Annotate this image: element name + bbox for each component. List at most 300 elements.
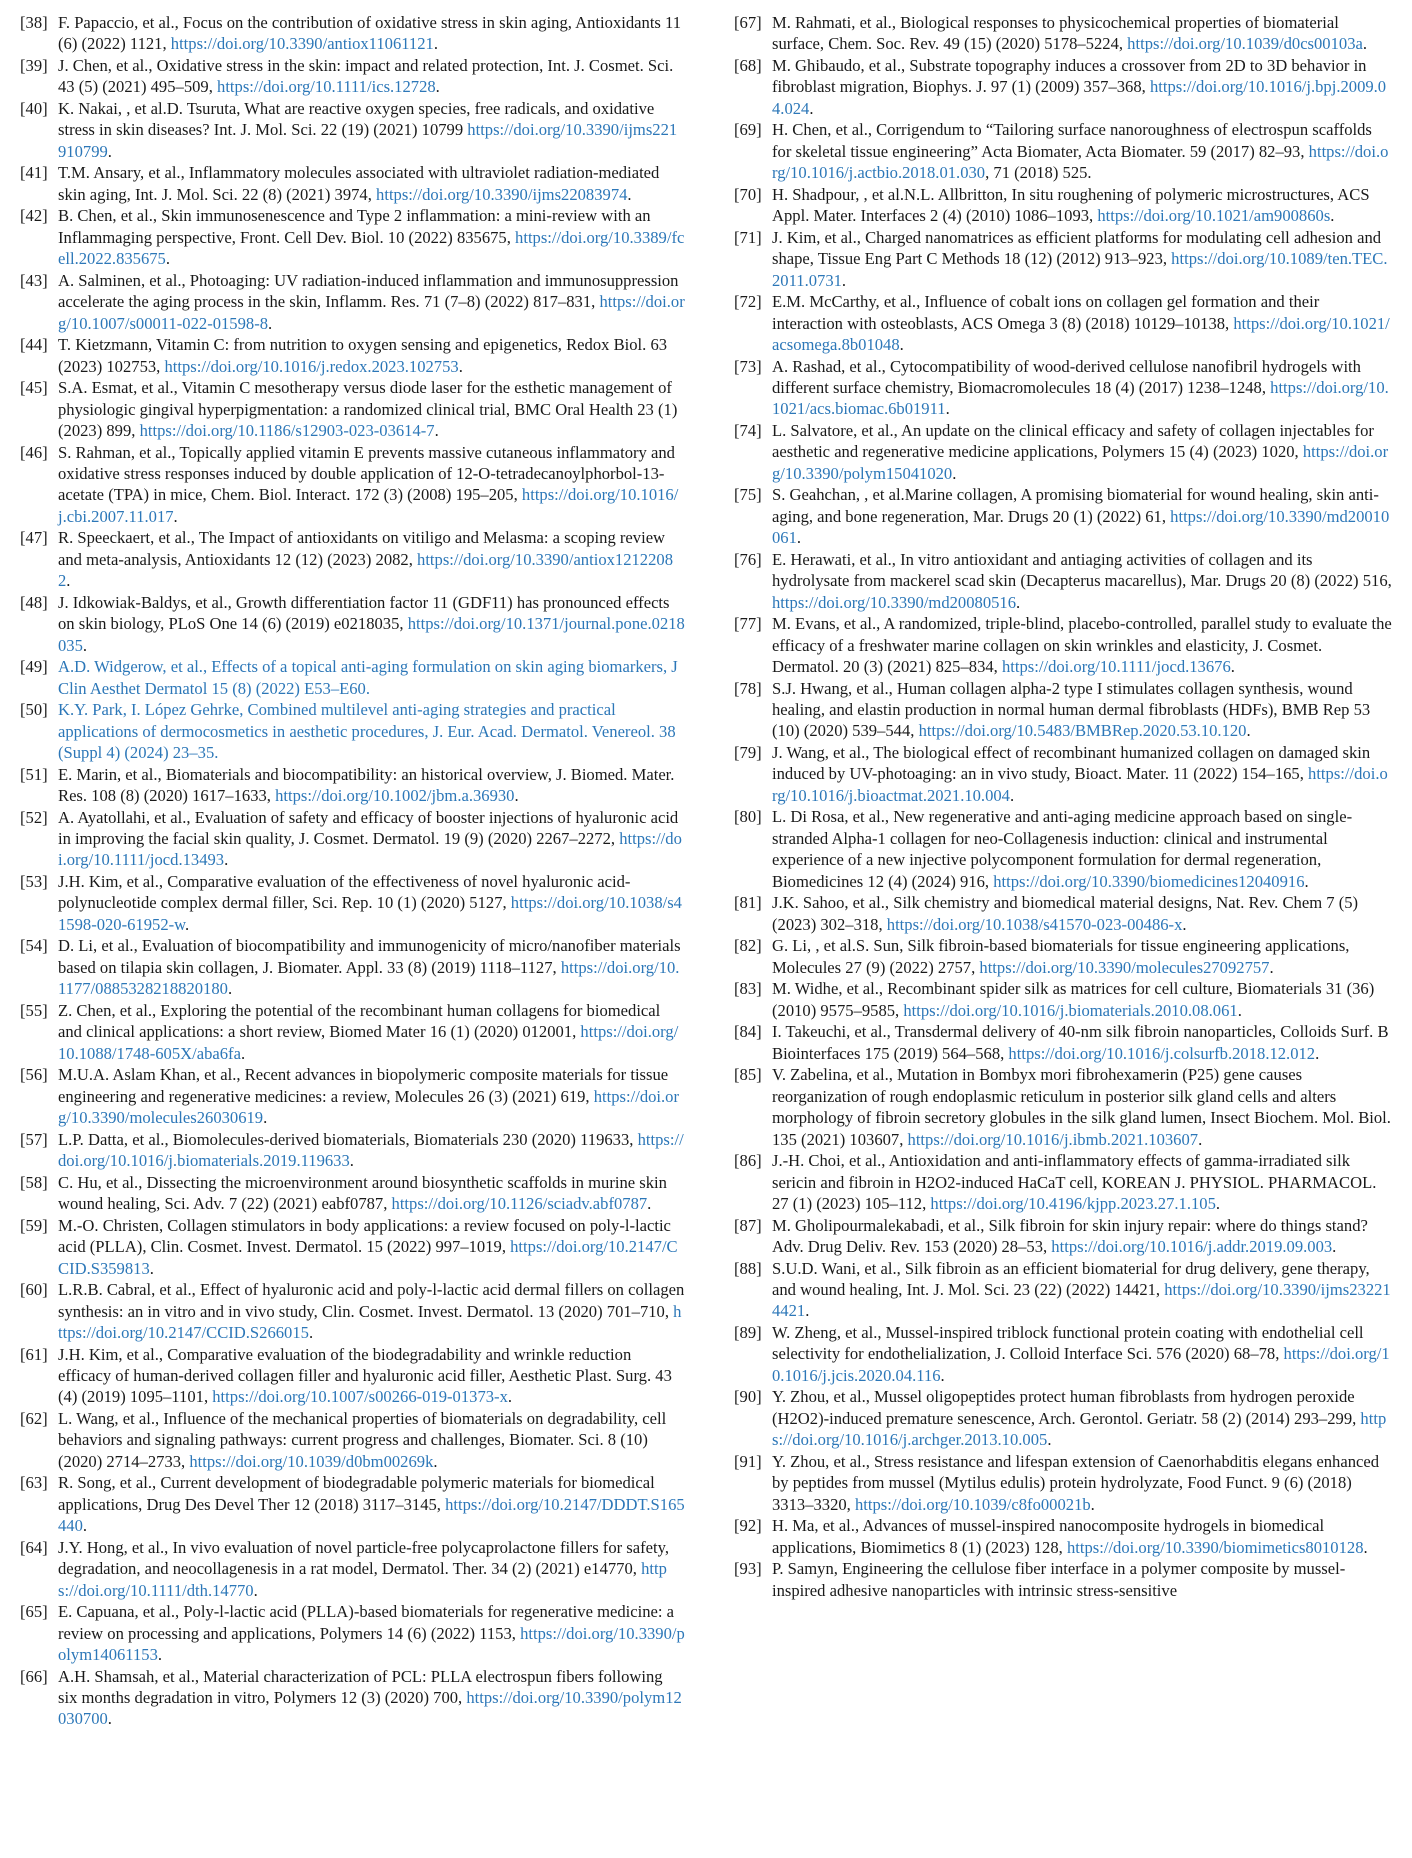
reference-text: A.H. Shamsah, et al., Material characterization of PCL: PLLA electrospun fibers following six months degradation in vitro, Polymers 12 (3) (2020) 700, — [58, 1666, 663, 1707]
reference-tail: . — [308, 1322, 314, 1342]
reference-text: J. Chen, et al., Oxidative stress in the skin: impact and related protection, Int. J. Cosmet. Sci. 43 (5) (2021) 495–509, — [58, 56, 674, 97]
reference-number: [89] — [734, 1322, 762, 1342]
reference-number: [66] — [20, 1666, 48, 1686]
reference-text: M.U.A. Aslam Khan, et al., Recent advances in biopolymeric composite materials for tissue engineering and regenerative medicines: a review, Molecules 26 (3) (2021) 619, — [58, 1065, 669, 1106]
reference-body — [772, 742, 1392, 806]
reference-entry — [20, 1344, 685, 1408]
reference-body — [772, 55, 1392, 119]
reference-entry — [734, 1258, 1392, 1322]
reference-tail: . — [805, 1301, 810, 1321]
reference-number: [52] — [20, 807, 48, 827]
reference-number: [88] — [734, 1258, 762, 1278]
reference-text: J. Kim, et al., Charged nanomatrices as efficient platforms for modulating cell adhesion and shape, Tissue Eng Part C Methods 18 (12) (2012) 913–923, — [772, 227, 1382, 269]
reference-tail: . — [433, 1451, 438, 1471]
doi-link[interactable]: https://doi.org/10.3390/polym14061153 — [58, 1623, 685, 1664]
reference-text: L. Wang, et al., Influence of the mechanical properties of biomaterials on degradability, cell behaviors and signaling pathways: current progress and challenges, Biomater. Sci. 8 (10) (2020) 2714–2733, — [58, 1408, 667, 1471]
doi-link[interactable]: https://doi.org/10.1021/acs.biomac.6b01911 — [772, 378, 1389, 419]
doi-link[interactable]: https://doi.org/10.2147/CCID.S359813 — [58, 1237, 678, 1278]
doi-link[interactable]: https://doi.org/10.2147/DDDT.S165440 — [58, 1494, 685, 1536]
reference-tail: . — [647, 1194, 652, 1214]
reference-body — [772, 1515, 1392, 1558]
doi-link[interactable]: https://doi.org/10.3390/biomimetics8010128 — [1066, 1537, 1364, 1557]
reference-body — [58, 377, 685, 441]
reference-tail: . — [173, 506, 178, 526]
reference-number: [69] — [734, 120, 762, 140]
reference-text: L. Di Rosa, et al., New regenerative and anti-aging medicine approach based on single-stranded Alpha-1 collagen for neo-Collagenesis induction: clinical and instrumental experience of a new injective polycomponent formulation for dermal regeneration, Biomedicines 12 (4) (2024) 916, — [772, 807, 1353, 891]
reference-body — [58, 1537, 685, 1601]
reference-entry — [20, 1129, 685, 1172]
doi-link[interactable]: https://doi.org/10.1016/j.cbi.2007.11.017 — [58, 485, 679, 526]
doi-link[interactable]: https://doi.org/10.1016/j.colsurfb.2018.12.012 — [1008, 1043, 1316, 1063]
reference-text: V. Zabelina, et al., Mutation in Bombyx mori fibrohexamerin (P25) gene causes reorganization of rough endoplasmic reticulum in posterior silk gland cells and alters morphology of fibroin secretory globules in the silk gland lumen, Insect Biochem. Mol. Biol. 135 (2021) 103607, — [772, 1065, 1391, 1149]
doi-link[interactable]: https://doi.org/10.1039/d0bm00269k — [189, 1451, 434, 1471]
reference-tail: . — [434, 421, 439, 441]
reference-number: [82] — [734, 936, 762, 956]
reference-text: P. Samyn, Engineering the cellulose fiber interface in a polymer composite by mussel-inspired adhesive nanoparticles with intrinsic stress-sensitive — [772, 1559, 1346, 1600]
reference-number: [50] — [20, 700, 48, 720]
reference-body — [772, 678, 1392, 742]
reference-entry — [20, 270, 685, 334]
reference-number: [54] — [20, 936, 48, 956]
reference-number: [93] — [734, 1559, 762, 1579]
reference-entry — [734, 549, 1392, 613]
doi-link[interactable]: https://doi.org/10.3390/biomedicines12040916 — [993, 871, 1305, 891]
reference-number: [92] — [734, 1516, 762, 1536]
reference-body — [772, 1150, 1392, 1214]
reference-text: J. Idkowiak-Baldys, et al., Growth differentiation factor 11 (GDF11) has pronounced effects on skin biology, PLoS One 14 (6) (2019) e0218035, — [58, 592, 670, 634]
doi-link[interactable]: https://doi.org/10.4196/kjpp.2023.27.1.105 — [930, 1193, 1216, 1213]
reference-entry — [20, 1666, 685, 1730]
reference-text: M. Widhe, et al., Recombinant spider silk as matrices for cell culture, Biomaterials 31 (36) (2010) 9575–9585, — [772, 979, 1375, 1020]
reference-text: J. Wang, et al., The biological effect of recombinant humanized collagen on damaged skin induced by UV-photoaging: an in vivo study, Bioact. Mater. 11 (2022) 154–165, — [772, 743, 1371, 784]
reference-entry — [734, 12, 1392, 55]
reference-number: [86] — [734, 1151, 762, 1171]
reference-tail: . — [66, 571, 71, 591]
reference-number: [76] — [734, 549, 762, 569]
reference-number: [67] — [734, 13, 762, 32]
reference-tail: . — [1362, 34, 1368, 54]
reference-body — [58, 98, 685, 162]
reference-tail: . — [841, 270, 847, 290]
reference-text: L.P. Datta, et al., Biomolecules-derived biomaterials, Biomaterials 230 (2020) 119633, — [58, 1129, 638, 1149]
reference-entry — [734, 935, 1392, 978]
reference-text: E.M. McCarthy, et al., Influence of cobalt ions on collagen gel formation and their interaction with osteoblasts, ACS Omega 3 (8) (2018) 10129–10138, — [772, 292, 1320, 333]
reference-body — [58, 270, 685, 334]
reference-number: [90] — [734, 1387, 762, 1407]
reference-number: [57] — [20, 1129, 48, 1149]
reference-entry — [20, 205, 685, 269]
reference-tail: . — [809, 98, 814, 118]
reference-number: [78] — [734, 678, 762, 698]
reference-text: S.J. Hwang, et al., Human collagen alpha-2 type I stimulates collagen synthesis, wound healing, and elastin production in normal human dermal fibroblasts (HDFs), BMB Rep 53 (10) (2020) 539–544, — [772, 678, 1371, 741]
reference-number: [81] — [734, 893, 762, 913]
reference-text: S.A. Esmat, et al., Vitamin C mesotherapy versus diode laser for the esthetic management of physiologic gingival hyperpigmentation: a randomized clinical trial, BMC Oral Health 23 (1) (2023) 899, — [58, 378, 678, 441]
reference-text: A. Salminen, et al., Photoaging: UV radiation-induced inflammation and immunosuppression accelerate the aging process in the skin, Inflamm. Res. 71 (7–8) (2022) 817–831, — [58, 270, 679, 312]
reference-text: E. Capuana, et al., Poly-l-lactic acid (PLLA)-based biomaterials for regenerative medicine: a review on processing and applications, Polymers 14 (6) (2022) 1153, — [58, 1602, 675, 1643]
reference-number: [62] — [20, 1408, 48, 1428]
doi-link[interactable]: https://doi.org/10.1007/s00011-022-01598-8 — [58, 292, 685, 333]
reference-body — [772, 227, 1392, 291]
doi-link[interactable]: https://doi.org/10.3390/md20010061 — [772, 506, 1390, 548]
reference-body — [58, 1064, 685, 1128]
reference-number: [48] — [20, 592, 48, 612]
reference-tail: . — [1215, 1193, 1221, 1213]
reference-entry — [734, 1064, 1392, 1150]
reference-number: [58] — [20, 1172, 48, 1192]
doi-link[interactable]: https://doi.org/10.1111/ics.12728 — [217, 77, 436, 97]
reference-body — [772, 806, 1392, 892]
reference-entry — [734, 1386, 1392, 1450]
doi-link[interactable]: https://doi.org/10.1016/j.bioactmat.2021.10.004 — [772, 764, 1388, 805]
doi-link[interactable]: https://doi.org/10.1016/j.bpj.2009.04.024 — [772, 77, 1387, 118]
reference-number: [65] — [20, 1602, 48, 1622]
reference-entry — [734, 742, 1392, 806]
reference-text: M. Gholipourmalekabadi, et al., Silk fibroin for skin injury repair: where do things stand? Adv. Drug Deliv. Rev. 153 (2020) 28–53, — [772, 1215, 1368, 1256]
reference-tail: . — [1330, 206, 1335, 226]
reference-entry — [734, 420, 1392, 484]
reference-entry — [734, 356, 1392, 420]
reference-entry — [734, 1515, 1392, 1558]
reference-text: A. Rashad, et al., Cytocompatibility of wood-derived cellulose nanofibril hydrogels with different surface chemistry, Biomacromolecules 18 (4) (2017) 1238–1248, — [772, 356, 1361, 398]
reference-entry — [20, 527, 685, 591]
reference-entry — [20, 334, 685, 377]
reference-entry — [20, 1408, 685, 1472]
reference-entry — [20, 1172, 685, 1215]
reference-entry — [734, 484, 1392, 548]
doi-link[interactable]: https://doi.org/10.1088/1748-605X/aba6fa — [58, 1022, 679, 1063]
reference-tail: . — [1198, 1129, 1203, 1149]
reference-text: S.U.D. Wani, et al., Silk fibroin as an efficient biomaterial for drug delivery, gene therapy, and wound healing, Int. J. Mol. Sci. 23 (22) (2022) 14421, — [772, 1258, 1370, 1299]
reference-tail: . — [82, 635, 88, 655]
reference-text: G. Li, , et al.S. Sun, Silk fibroin-based biomaterials for tissue engineering applications, Molecules 27 (9) (2022) 2757, — [772, 936, 1350, 977]
reference-tail: . — [940, 1365, 945, 1385]
reference-text: L.R.B. Cabral, et al., Effect of hyaluronic acid and poly-l-lactic acid dermal fillers on collagen synthesis: an in vitro and in vivo study, Clin. Cosmet. Invest. Dermatol. 13 (2020) 701–710, — [58, 1280, 685, 1321]
reference-entry — [20, 1064, 685, 1128]
reference-body — [58, 1601, 685, 1665]
reference-text: M. Evans, et al., A randomized, triple-blind, placebo-controlled, parallel study to evaluate the efficacy of a freshwater marine collagen on skin wrinkles and elasticity, J. Cosmet. Dermatol. 20 (3) (2021) 825–834, — [772, 614, 1392, 677]
reference-number: [59] — [20, 1215, 48, 1235]
reference-tail: . — [1269, 957, 1274, 977]
reference-entry — [734, 978, 1392, 1021]
doi-link[interactable]: https://doi.org/10.2147/CCID.S266015 — [58, 1301, 682, 1342]
reference-body — [772, 1451, 1392, 1515]
doi-link[interactable]: https://doi.org/10.1111/jocd.13676 — [1001, 657, 1231, 677]
reference-entry[interactable] — [20, 656, 685, 699]
reference-text: E. Marin, et al., Biomaterials and biocompatibility: an historical overview, J. Biomed. Mater. Res. 108 (8) (2020) 1617–1633, — [58, 764, 675, 806]
reference-body — [58, 935, 685, 999]
reference-number: [61] — [20, 1344, 48, 1364]
doi-link[interactable]: https://doi.org/10.1021/acsomega.8b01048 — [772, 313, 1390, 355]
reference-number: [75] — [734, 485, 762, 505]
reference-number: [40] — [20, 99, 48, 118]
reference-text: H. Shadpour, , et al.N.L. Allbritton, In situ roughening of polymeric microstructures, ACS Appl. Mater. Interfaces 2 (4) (2010) 1086–1093, — [772, 184, 1370, 226]
reference-entry — [734, 1150, 1392, 1214]
reference-number: [72] — [734, 292, 762, 312]
doi-link[interactable]: https://doi.org/10.1007/s00266-019-01373-x — [212, 1387, 508, 1407]
doi-link[interactable]: https://doi.org/10.3390/ijms221910799 — [58, 120, 678, 161]
reference-body — [58, 527, 685, 591]
reference-number: [41] — [20, 163, 48, 183]
reference-number: [38] — [20, 13, 48, 32]
reference-body — [772, 1386, 1392, 1450]
reference-body — [772, 1322, 1392, 1386]
reference-body — [58, 55, 685, 98]
reference-text: J.-H. Choi, et al., Antioxidation and anti-inflammatory effects of gamma-irradiated silk sericin and fibroin in H2O2-induced HaCaT cell, KOREAN J. PHYSIOL. PHARMACOL. 27 (1) (2023) 105–112, — [772, 1151, 1377, 1213]
reference-tail: . — [796, 528, 802, 548]
reference-number: [47] — [20, 528, 48, 548]
doi-link[interactable]: https://doi.org/10.1111/jocd.13493 — [58, 829, 682, 870]
reference-tail: . — [157, 1644, 163, 1664]
doi-link[interactable]: https://doi.org/10.3390/ijms22083974 — [376, 184, 628, 204]
doi-link[interactable]: https://doi.org/10.1177/0885328218820180 — [58, 957, 680, 999]
reference-tail: . — [507, 1387, 513, 1407]
reference-body — [58, 699, 685, 763]
reference-tail: . — [899, 335, 904, 355]
doi-link[interactable]: https://doi.org/10.1016/j.ibmb.2021.103607 — [907, 1129, 1199, 1149]
doi-link[interactable]: https://doi.org/10.3390/molecules27092757 — [979, 957, 1270, 977]
reference-text: F. Papaccio, et al., Focus on the contribution of oxidative stress in skin aging, Antioxidants 11 (6) (2022) 1121, — [58, 13, 682, 54]
reference-text: M.-O. Christen, Collagen stimulators in body applications: a review focused on poly-l-lactic acid (PLLA), Clin. Cosmet. Invest. Dermatol. 15 (2022) 997–1019, — [58, 1215, 671, 1257]
reference-number: [63] — [20, 1473, 48, 1493]
doi-link[interactable]: https://doi.org/10.1016/j.biomaterials.2019.119633 — [58, 1129, 684, 1171]
reference-text: J.H. Kim, et al., Comparative evaluation of the biodegradability and wrinkle reduction efficacy of human-derived collagen filler and hyaluronic acid filler, Aesthetic Plast. Surg. 43 (4) (2019) 1095–1101, — [58, 1344, 672, 1407]
reference-tail: . — [165, 249, 171, 269]
reference-entry — [734, 184, 1392, 227]
doi-link[interactable]: https://doi.org/10.1111/dth.14770 — [58, 1559, 667, 1600]
reference-tail: . — [1304, 871, 1309, 891]
reference-text: Y. Zhou, et al., Stress resistance and lifespan extension of Caenorhabditis elegans enhanced by peptides from mussel (Mytilus edulis) protein hydrolyzate, Food Funct. 9 (6) (2018) 3313–3320, — [772, 1451, 1380, 1514]
reference-number: [43] — [20, 270, 48, 290]
reference-tail: . — [107, 1709, 112, 1729]
reference-tail: . — [1237, 1000, 1242, 1020]
reference-number: [55] — [20, 1000, 48, 1020]
reference-text: L. Salvatore, et al., An update on the clinical efficacy and safety of collagen injectables for aesthetic and regenerative medicine applications, Polymers 15 (4) (2023) 1020, — [772, 421, 1374, 462]
doi-link[interactable]: https://doi.org/10.1038/s41598-020-61952-w — [58, 893, 682, 934]
reference-text: Y. Zhou, et al., Mussel oligopeptides protect human fibroblasts from hydrogen peroxide (H2O2)-induced premature senescence, Arch. Gerontol. Geriatr. 58 (2) (2014) 293–299, — [772, 1387, 1361, 1428]
reference-number: [70] — [734, 184, 762, 204]
doi-link[interactable]: https://doi.org/10.5483/BMBRep.2020.53.10.120 — [918, 721, 1247, 741]
reference-tail: . — [458, 356, 463, 376]
reference-entry[interactable] — [20, 699, 685, 763]
reference-text: J.K. Sahoo, et al., Silk chemistry and biomedical material designs, Nat. Rev. Chem 7 (5) (2023) 302–318, — [772, 893, 1359, 934]
reference-body — [58, 1472, 685, 1536]
reference-text: R. Song, et al., Current development of biodegradable polymeric materials for biomedical applications, Drug Des Devel Ther 12 (2018) 3117–3145, — [58, 1473, 655, 1514]
reference-tail: . — [349, 1151, 354, 1171]
doi-link[interactable]: https://doi.org/10.3390/ijms232214421 — [772, 1279, 1391, 1321]
reference-entry — [734, 1021, 1392, 1064]
reference-entry — [734, 1322, 1392, 1386]
reference-text: M. Rahmati, et al., Biological responses to physicochemical properties of biomaterial surface, Chem. Soc. Rev. 49 (15) (2020) 5178–5224, — [772, 13, 1339, 54]
reference-text: K.Y. Park, I. López Gehrke, Combined multilevel anti-aging strategies and practical applications of dermocosmetics in aesthetic procedures, J. Eur. Acad. Dermatol. Venereol. 38 (Suppl 4) (2024) 23–35. — [58, 700, 676, 763]
reference-tail: . — [1009, 785, 1015, 805]
doi-link[interactable]: https://doi.org/10.3390/antiox12122082 — [58, 549, 673, 591]
reference-tail: . — [149, 1258, 154, 1278]
reference-tail: . — [1246, 721, 1251, 741]
reference-number: [77] — [734, 614, 762, 634]
reference-entry — [734, 291, 1392, 355]
doi-link[interactable]: https://doi.org/10.1038/s41570-023-00486-x — [886, 914, 1183, 934]
reference-entry — [20, 55, 685, 98]
doi-link[interactable]: https://doi.org/10.3390/antiox11061121 — [170, 34, 434, 54]
reference-entry — [20, 935, 685, 999]
doi-link[interactable]: https://doi.org/10.1371/journal.pone.0218035 — [58, 614, 685, 655]
reference-body — [772, 12, 1392, 55]
reference-body — [58, 871, 685, 935]
reference-body — [58, 1344, 685, 1408]
reference-number: [45] — [20, 378, 48, 398]
reference-entry — [20, 98, 685, 162]
doi-link[interactable]: https://doi.org/10.1016/j.jcis.2020.04.116 — [772, 1344, 1390, 1385]
doi-link[interactable]: https://doi.org/10.1002/jbm.a.36930 — [275, 786, 515, 806]
reference-text: S. Geahchan, , et al.Marine collagen, A promising biomaterial for wound healing, skin anti-aging, and bone regeneration, Mar. Drugs 20 (1) (2022) 61, — [772, 485, 1379, 526]
reference-entry — [734, 1215, 1392, 1258]
doi-link[interactable]: https://doi.org/10.1021/am900860s — [1097, 206, 1331, 226]
doi-link[interactable]: https://doi.org/10.1039/d0cs00103a — [1127, 34, 1363, 54]
reference-body — [772, 184, 1392, 227]
doi-link[interactable]: https://doi.org/10.3390/polym12030700 — [58, 1687, 682, 1729]
reference-tail: . — [1332, 1236, 1337, 1256]
reference-text: B. Chen, et al., Skin immunosenescence and Type 2 inflammation: a mini-review with an Inflammaging perspective, Front. Cell Dev. Biol. 10 (2022) 835675, — [58, 206, 651, 247]
reference-text: H. Chen, et al., Corrigendum to “Tailoring surface nanoroughness of electrospun scaffolds for skeletal tissue engineering” Acta Biomater, Acta Biomater. 59 (2017) 82–93, — [772, 120, 1372, 161]
reference-entry — [20, 377, 685, 441]
reference-entry — [20, 1000, 685, 1064]
reference-body — [772, 892, 1392, 935]
reference-text: T. Kietzmann, Vitamin C: from nutrition to oxygen sensing and epigenetics, Redox Biol. 63 (2023) 102753, — [58, 335, 668, 376]
reference-column-right — [734, 12, 1392, 1601]
reference-entry — [20, 592, 685, 656]
reference-body — [772, 549, 1392, 613]
reference-tail: . — [1047, 1430, 1052, 1450]
reference-number: [44] — [20, 335, 48, 355]
reference-body — [772, 420, 1392, 484]
reference-number: [84] — [734, 1022, 762, 1042]
doi-link[interactable]: https://doi.org/10.1016/j.actbio.2018.01.030 — [772, 141, 1389, 183]
reference-text: J.H. Kim, et al., Comparative evaluation of the effectiveness of novel hyaluronic acid-polynucleotide complex dermal filler, Sci. Rep. 10 (1) (2020) 5127, — [58, 872, 631, 913]
reference-text: H. Ma, et al., Advances of mussel-inspired nanocomposite hydrogels in biomedical applications, Biomimetics 8 (1) (2023) 128, — [772, 1516, 1325, 1557]
reference-number: [39] — [20, 56, 48, 75]
reference-body — [772, 1258, 1392, 1322]
reference-body — [58, 807, 685, 871]
reference-entry — [734, 806, 1392, 892]
reference-number: [49] — [20, 657, 48, 677]
doi-link[interactable]: https://doi.org/10.3390/molecules26030619 — [58, 1086, 679, 1128]
reference-tail: . — [107, 141, 112, 161]
reference-number: [79] — [734, 743, 762, 763]
reference-body — [58, 1666, 685, 1730]
reference-body — [58, 764, 685, 807]
reference-entry — [20, 1601, 685, 1665]
reference-text: A.D. Widgerow, et al., Effects of a topical anti-aging formulation on skin aging biomarkers, J Clin Aesthet Dermatol 15 (8) (2022) E53–E60. — [58, 657, 678, 698]
reference-entry — [20, 807, 685, 871]
reference-body — [772, 1215, 1392, 1258]
doi-link[interactable]: https://doi.org/10.1089/ten.TEC.2011.0731 — [772, 249, 1388, 290]
reference-number: [46] — [20, 442, 48, 462]
reference-body — [58, 1000, 685, 1064]
reference-number: [42] — [20, 206, 48, 226]
reference-number: [60] — [20, 1280, 48, 1300]
reference-entry — [20, 442, 685, 528]
reference-tail: . — [185, 914, 190, 934]
reference-text: K. Nakai, , et al.D. Tsuruta, What are reactive oxygen species, free radicals, and oxidative stress in skin diseases? Int. J. Mol. Sci. 22 (19) (2021) 10799 — [58, 99, 655, 140]
reference-tail: . — [514, 786, 519, 806]
reference-tail: . — [1182, 914, 1187, 934]
reference-text: A. Ayatollahi, et al., Evaluation of safety and efficacy of booster injections of hyaluronic acid in improving the facial skin quality, J. Cosmet. Dermatol. 19 (9) (2020) 2267–2272, — [58, 807, 679, 849]
reference-entry — [734, 119, 1392, 183]
reference-tail: . — [433, 34, 438, 54]
reference-tail: . — [227, 979, 233, 999]
reference-body — [772, 356, 1392, 420]
reference-body — [772, 1064, 1392, 1150]
reference-tail: . — [263, 1108, 268, 1128]
doi-link[interactable]: https://doi.org/10.1016/j.archger.2013.10.005 — [772, 1408, 1387, 1450]
reference-entry — [734, 55, 1392, 119]
reference-tail: . — [253, 1580, 258, 1600]
reference-entry — [734, 678, 1392, 742]
reference-tail: . — [435, 77, 440, 97]
reference-entry — [20, 871, 685, 935]
reference-number: [51] — [20, 764, 48, 784]
reference-number: [91] — [734, 1451, 762, 1471]
reference-text: W. Zheng, et al., Mussel-inspired triblock functional protein coating with endothelial cell selectivity for endothelialization, J. Colloid Interface Sci. 576 (2020) 68–78, — [772, 1322, 1364, 1364]
doi-link[interactable]: https://doi.org/10.1016/j.redox.2023.102753 — [164, 356, 459, 376]
reference-text: E. Herawati, et al., In vitro antioxidant and antiaging activities of collagen and its hydrolysate from mackerel scad skin (Decapterus macarellus), Mar. Drugs 20 (8) (2022) 516, — [772, 549, 1392, 591]
reference-tail: . — [1016, 592, 1021, 612]
reference-tail: . — [952, 463, 957, 483]
reference-tail: . — [1363, 1537, 1368, 1557]
reference-tail: . — [268, 313, 273, 333]
reference-tail: . — [1315, 1043, 1320, 1063]
doi-link[interactable]: https://doi.org/10.1126/sciadv.abf0787 — [391, 1194, 648, 1214]
reference-body — [772, 1021, 1392, 1064]
doi-link[interactable]: https://doi.org/10.3390/md20080516 — [772, 592, 1017, 612]
reference-entry — [734, 892, 1392, 935]
reference-number: [80] — [734, 807, 762, 827]
reference-tail: . — [1230, 657, 1235, 677]
reference-body — [772, 978, 1392, 1021]
reference-body — [58, 1279, 685, 1343]
reference-text: T.M. Ansary, et al., Inflammatory molecules associated with ultraviolet radiation-mediated skin aging, Int. J. Mol. Sci. 22 (8) (2021) 3974, — [58, 163, 660, 204]
reference-body — [772, 484, 1392, 548]
reference-body — [58, 162, 685, 205]
reference-body — [772, 935, 1392, 978]
doi-link[interactable]: https://doi.org/10.3389/fcell.2022.835675 — [58, 227, 685, 269]
reference-body — [58, 1129, 685, 1172]
reference-entry — [734, 1558, 1392, 1601]
reference-entry — [20, 1472, 685, 1536]
doi-link[interactable]: https://doi.org/10.1016/j.addr.2019.09.003 — [1051, 1236, 1333, 1256]
reference-body — [58, 442, 685, 528]
reference-entry — [734, 613, 1392, 677]
reference-body — [58, 1215, 685, 1279]
reference-number: [87] — [734, 1215, 762, 1235]
reference-text: R. Speeckaert, et al., The Impact of antioxidants on vitiligo and Melasma: a scoping review and meta-analysis, Antioxidants 12 (12) (2023) 2082, — [58, 528, 666, 569]
reference-body — [58, 592, 685, 656]
doi-link[interactable]: https://doi.org/10.1016/j.biomaterials.2010.08.061 — [903, 1000, 1238, 1020]
reference-body — [58, 656, 685, 699]
reference-number: [64] — [20, 1537, 48, 1557]
doi-link[interactable]: https://doi.org/10.1039/c8fo00021b — [854, 1494, 1091, 1514]
reference-entry — [20, 1215, 685, 1279]
reference-tail: , 71 (2018) 525. — [985, 163, 1092, 183]
reference-number: [53] — [20, 872, 48, 892]
doi-link[interactable]: https://doi.org/10.3390/polym15041020 — [772, 442, 1389, 483]
reference-entry — [734, 1451, 1392, 1515]
reference-body — [58, 12, 685, 55]
reference-body — [772, 1558, 1392, 1601]
doi-link[interactable]: https://doi.org/10.1186/s12903-023-03614-7 — [139, 421, 435, 441]
reference-text: J.Y. Hong, et al., In vivo evaluation of novel particle-free polycaprolactone fillers for safety, degradation, and neocollagenesis in a rat model, Dermatol. Ther. 34 (2) (2021) e14770, — [58, 1537, 669, 1579]
reference-tail: . — [1090, 1494, 1095, 1514]
